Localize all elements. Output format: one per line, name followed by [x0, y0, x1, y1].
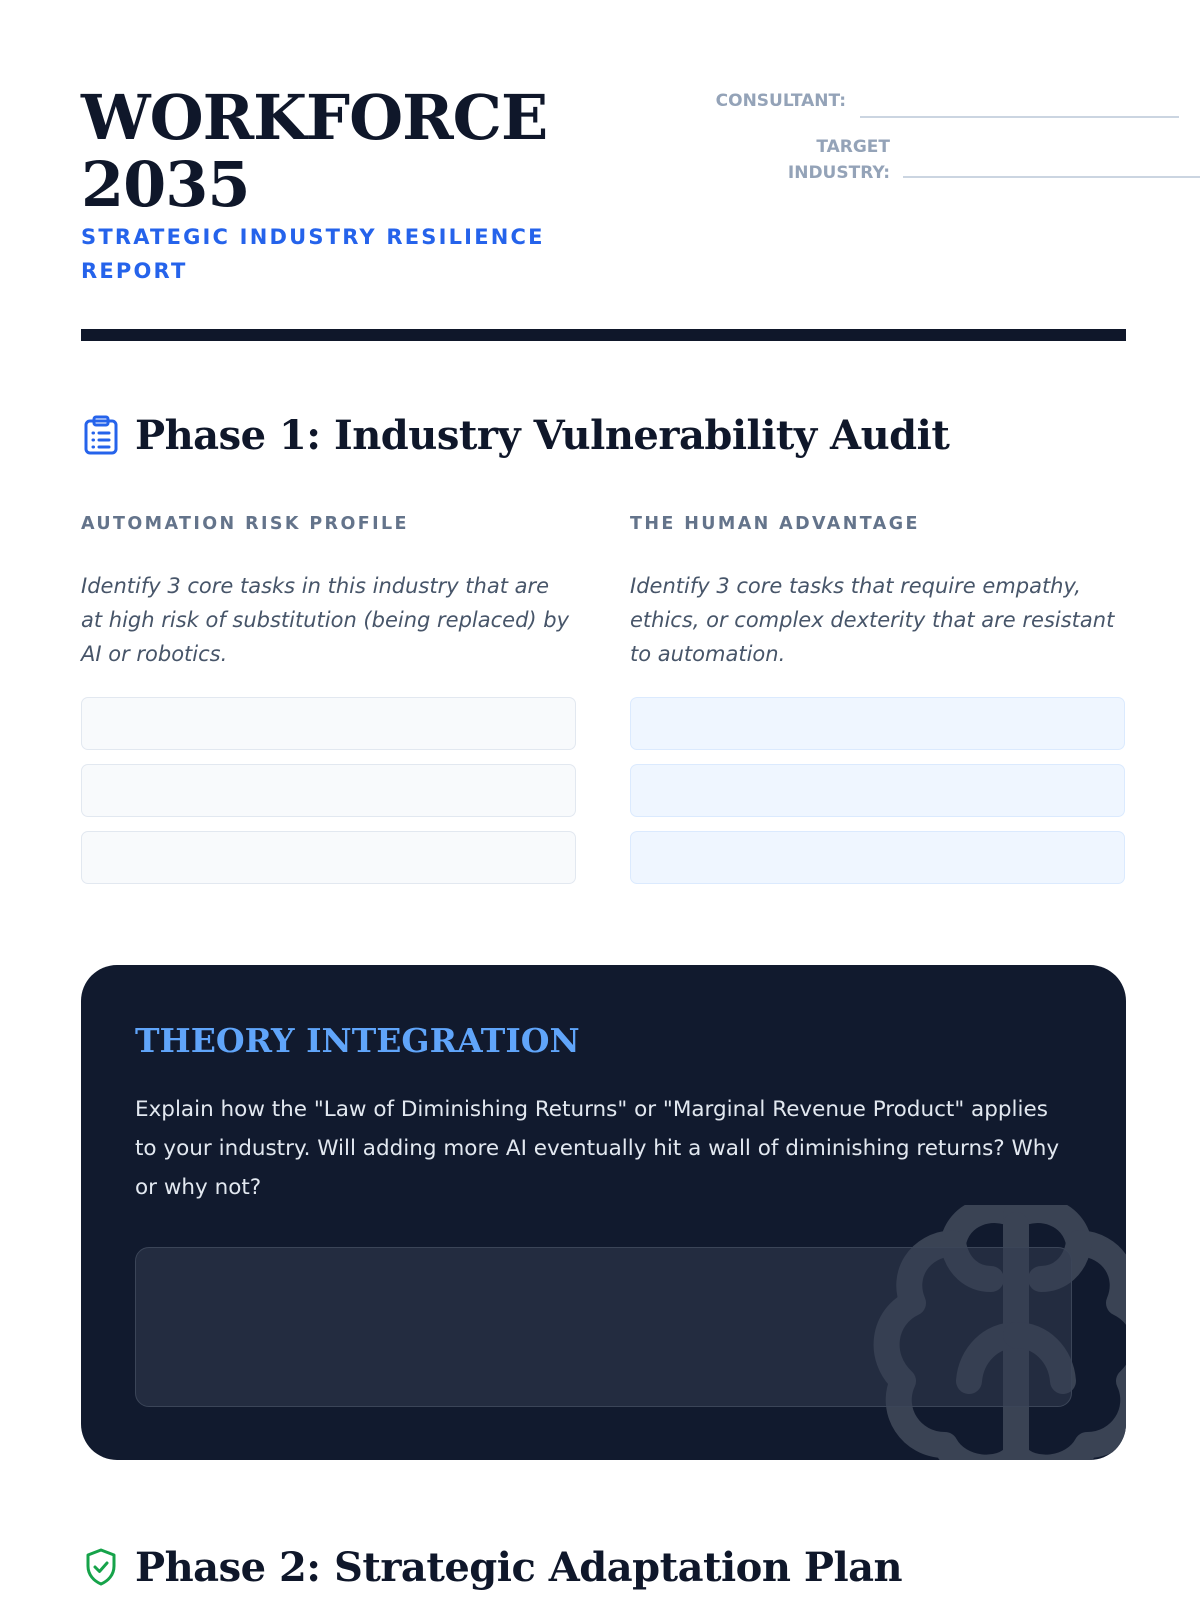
theory-integration-card [81, 965, 1126, 1460]
consultant-field[interactable] [860, 116, 1179, 118]
human-task-input-3[interactable] [630, 831, 1125, 884]
automation-task-input-1[interactable] [81, 697, 576, 750]
automation-task-input-3[interactable] [81, 831, 576, 884]
automation-risk-description: Identify 3 core tasks in this industry that are at high risk of substitution (being replaced) by AI or robotics. [81, 574, 570, 666]
theory-title: THEORY INTEGRATION [135, 1021, 580, 1060]
target-industry-label-line2: INDUSTRY: [787, 163, 890, 183]
report-title: WORKFORCE 2035 [81, 81, 548, 221]
report-subtitle: STRATEGIC INDUSTRY RESILIENCE REPORT [81, 225, 545, 283]
human-task-input-2[interactable] [630, 764, 1125, 817]
clipboard-list-icon [81, 415, 121, 455]
human-advantage-inputs [630, 697, 1125, 898]
phase2-heading [81, 1537, 902, 1597]
target-industry-field[interactable] [903, 176, 1200, 178]
phase2-title: Phase 2: Strategic Adaptation Plan [135, 1543, 903, 1591]
automation-risk-label: AUTOMATION RISK PROFILE [81, 514, 409, 534]
theory-response-input[interactable] [135, 1247, 1072, 1407]
human-advantage-label: THE HUMAN ADVANTAGE [630, 514, 920, 534]
automation-task-input-2[interactable] [81, 764, 576, 817]
human-advantage-description: Identify 3 core tasks that require empathy, ethics, or complex dexterity that are resistant to automation. [630, 574, 1115, 666]
phase1-heading [81, 405, 949, 465]
header-divider [81, 329, 1126, 341]
report-header [81, 80, 1126, 340]
theory-prompt: Explain how the "Law of Diminishing Returns" or "Marginal Revenue Product" applies to your industry. Will adding more AI eventually hit a wall of diminishing returns? Why or why not? [135, 1097, 1060, 1200]
shield-check-icon [81, 1547, 121, 1587]
consultant-label: CONSULTANT: [715, 91, 846, 111]
human-task-input-1[interactable] [630, 697, 1125, 750]
automation-risk-column [81, 510, 576, 671]
human-advantage-column [630, 510, 1125, 671]
target-industry-label-line1: TARGET [816, 137, 890, 157]
automation-risk-inputs [81, 697, 576, 898]
phase1-title: Phase 1: Industry Vulnerability Audit [135, 411, 950, 459]
target-industry-label [641, 134, 890, 186]
